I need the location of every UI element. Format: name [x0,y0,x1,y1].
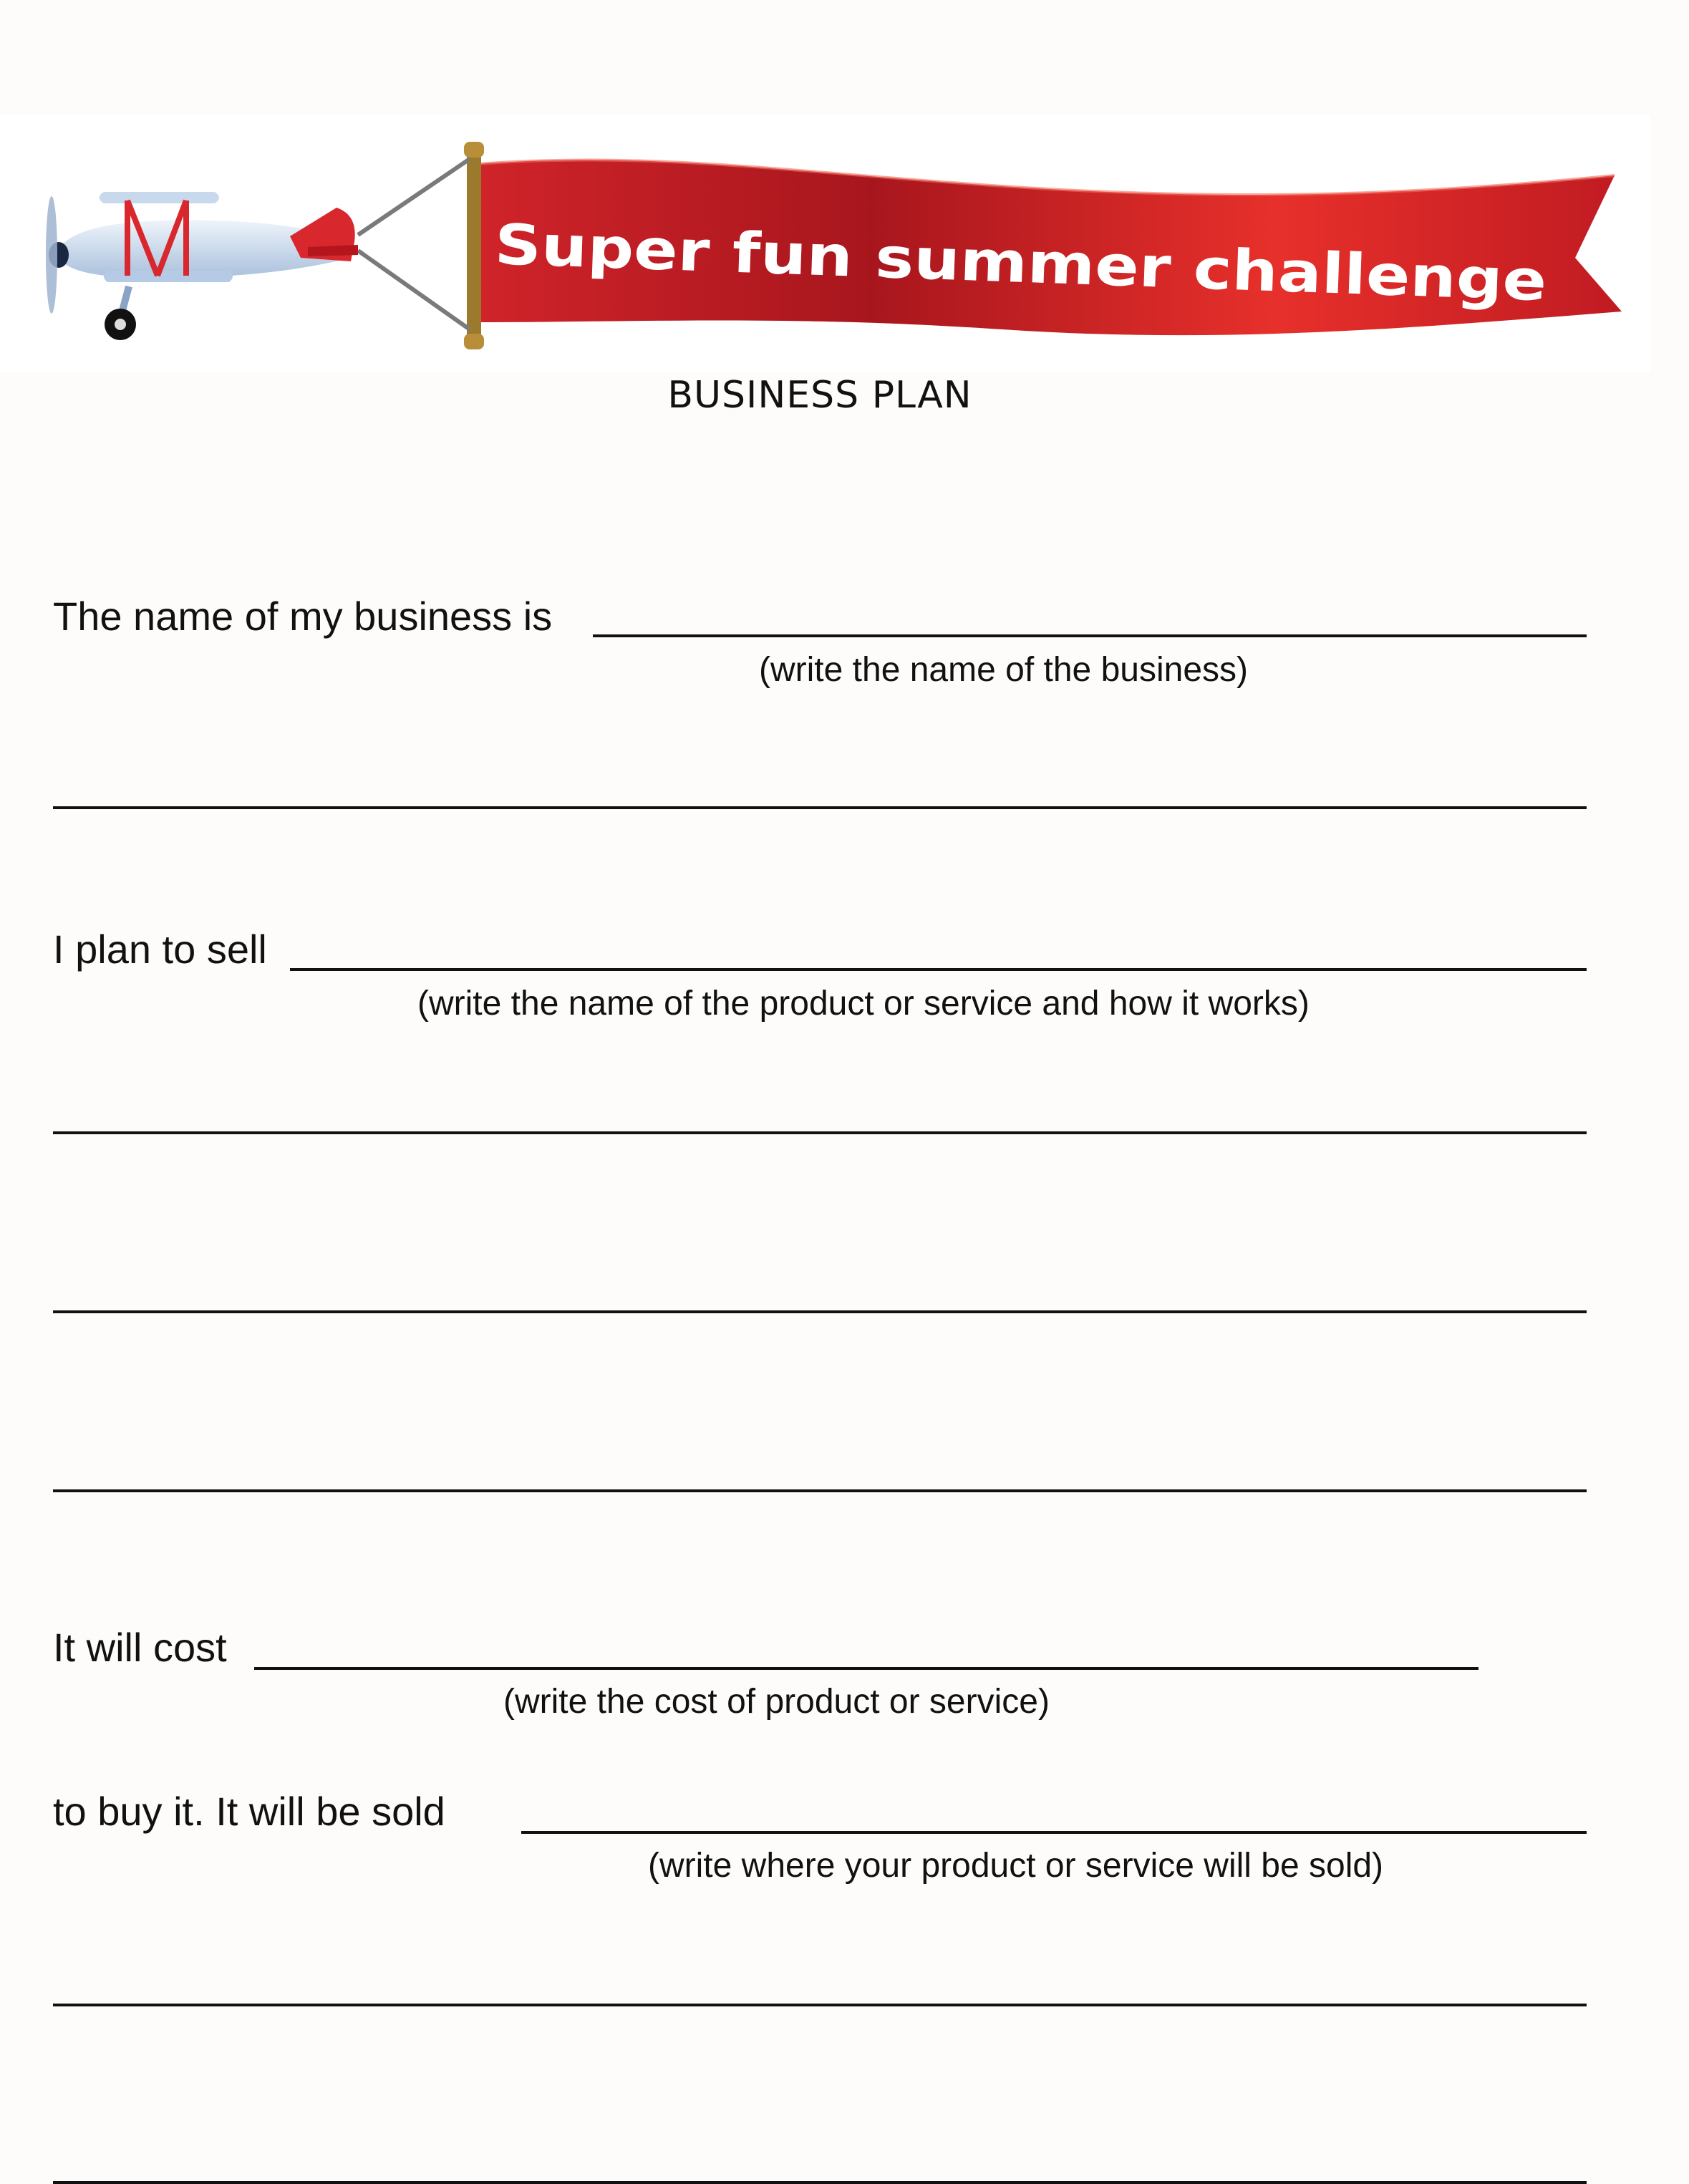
sold-where-line-2[interactable] [53,2004,1587,2006]
sell-line-3[interactable] [53,1310,1587,1313]
page-title: BUSINESS PLAN [667,374,972,417]
business-name-prompt: The name of my business is [53,594,553,639]
banner-pole [467,143,481,347]
tow-rope [358,159,470,329]
sell-line-2[interactable] [53,1131,1587,1134]
sell-hint: (write the name of the product or service and how it works) [417,985,1310,1023]
sell-prompt: I plan to sell [53,927,267,972]
sold-where-hint: (write where your product or service will be sold) [648,1847,1384,1885]
airplane-banner-graphic [0,115,1650,372]
sold-where-line-3[interactable] [53,2181,1587,2184]
business-name-line[interactable] [593,634,1587,637]
airplane-icon [46,192,358,340]
business-name-hint: (write the name of the business) [759,651,1248,689]
cost-line[interactable] [254,1667,1479,1670]
business-name-line-2[interactable] [53,806,1587,809]
cost-prompt: It will cost [53,1625,227,1670]
banner-text: Super fun summer challenge [493,213,1402,309]
sold-where-prompt: to buy it. It will be sold [53,1789,445,1834]
sell-line[interactable] [290,968,1587,971]
cost-hint: (write the cost of product or service) [503,1683,1050,1721]
sell-line-4[interactable] [53,1489,1587,1492]
sold-where-line[interactable] [521,1831,1587,1834]
